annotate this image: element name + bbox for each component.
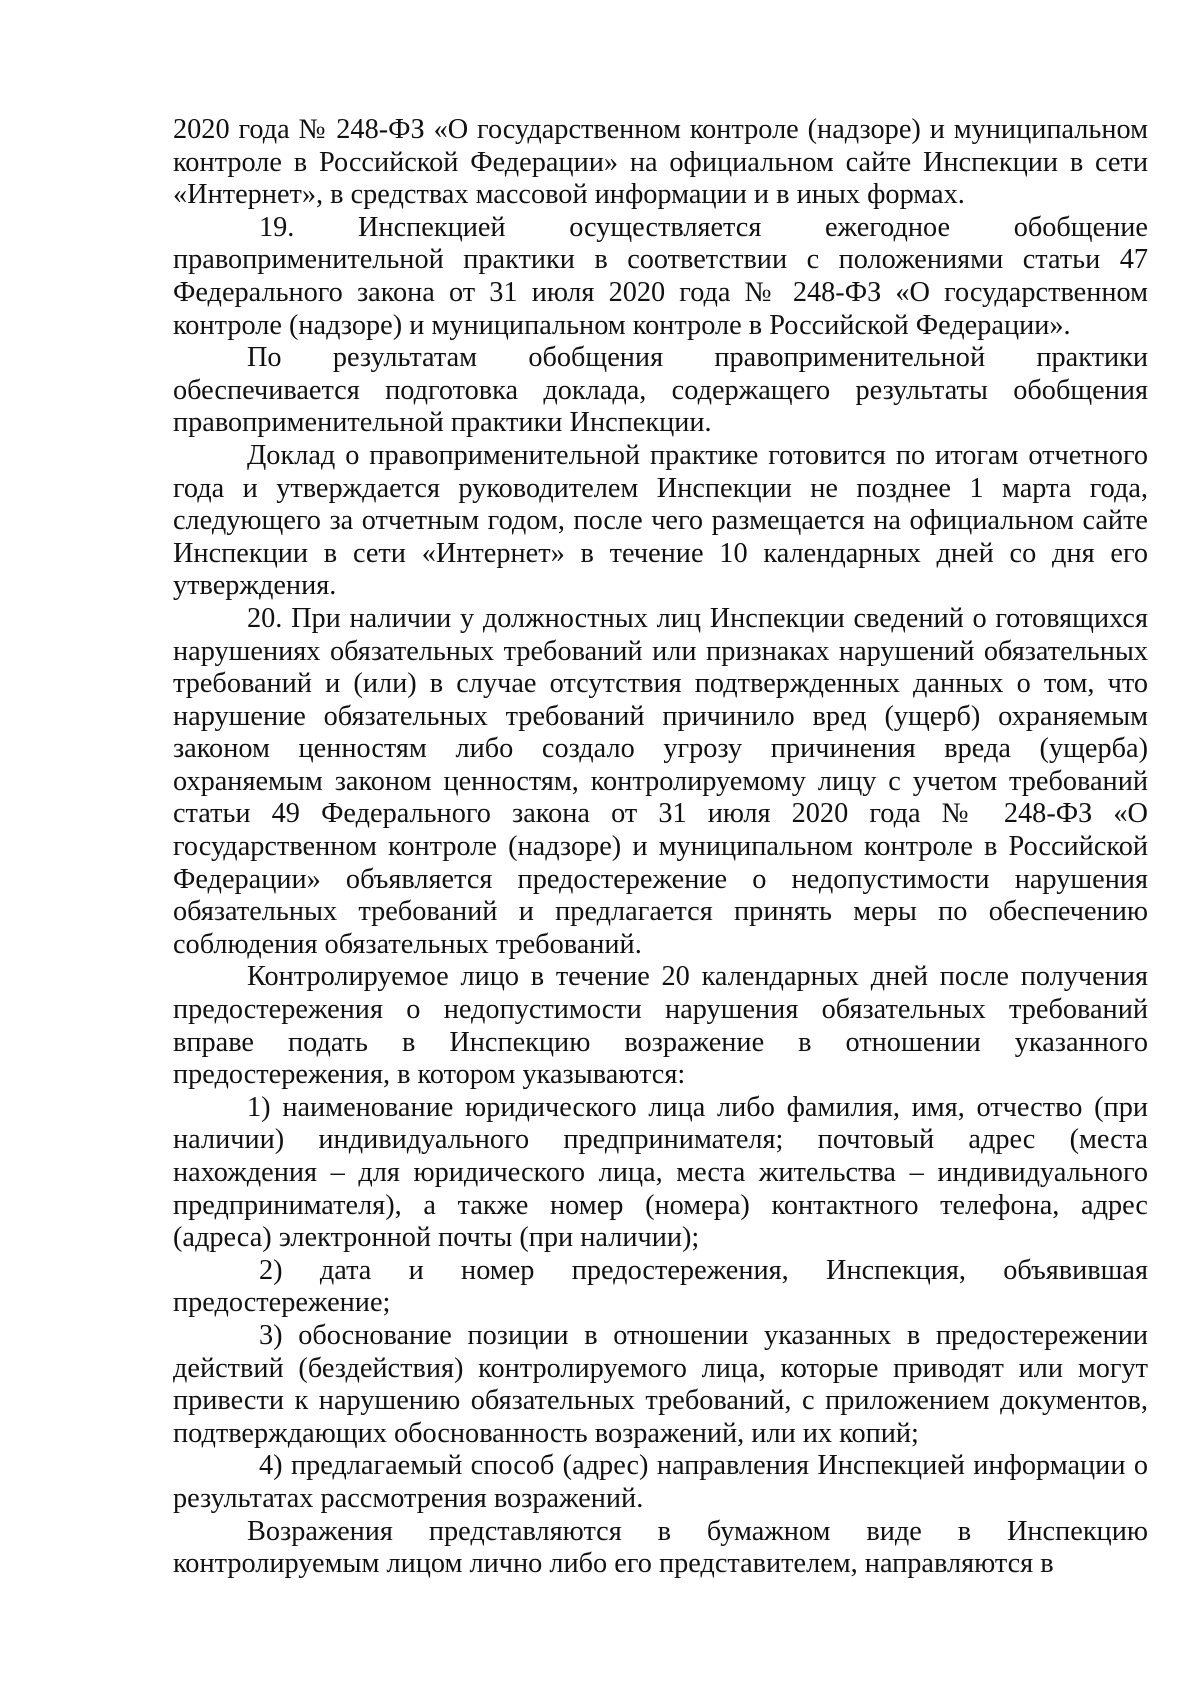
- paragraph-item-20: 20. При наличии у должностных лиц Инспекции сведений о готовящихся нарушениях обязательных требований или признаках нарушений обязательных требований и (или) в случае отсутствия подтвержденных данных о том, что нарушение обязательных требований причинило вред (ущерб) охраняемым законом ценностям либо создало угрозу причинения вреда (ущерба) охраняемым законом ценностям, контролируемому лицу с учетом требований статьи 49 Федерального закона от 31 июля 2020 года № 248-ФЗ «О государственном контроле (надзоре) и муниципальном контроле в Российской Федерации» объявляется предостережение о недопустимости нарушения обязательных требований и предлагается принять меры по обеспечению соблюдения обязательных требований.: [173, 602, 1148, 960]
- paragraph-continuation: 2020 года № 248-ФЗ «О государственном контроле (надзоре) и муниципальном контроле в Российской Федерации» на официальном сайте Инспекции в сети «Интернет», в средствах массовой информации и в иных формах.: [173, 114, 1148, 211]
- list-item-3: 3) обоснование позиции в отношении указанных в предостережении действий (бездействия) контролируемого лица, которые приводят или могут привести к нарушению обязательных требований, с приложением документов, подтверждающих обоснованность возражений, или их копий;: [173, 1319, 1148, 1449]
- list-item-2: 2) дата и номер предостережения, Инспекция, объявившая предостережение;: [173, 1254, 1148, 1319]
- paragraph-objection-right: Контролируемое лицо в течение 20 календарных дней после получения предостережения о недопустимости нарушения обязательных требований вправе подать в Инспекцию возражение в отношении указанного предостережения, в котором указываются:: [173, 961, 1148, 1091]
- paragraph-objection-submission: Возражения представляются в бумажном виде в Инспекцию контролируемым лицом лично либо его представителем, направляются в: [173, 1515, 1148, 1580]
- paragraph-report-approval: Доклад о правоприменительной практике готовится по итогам отчетного года и утверждается руководителем Инспекции не позднее 1 марта года, следующего за отчетным годом, после чего размещается на официальном сайте Инспекции в сети «Интернет» в течение 10 календарных дней со дня его утверждения.: [173, 439, 1148, 602]
- list-item-1: 1) наименование юридического лица либо фамилия, имя, отчество (при наличии) индивидуального предпринимателя; почтовый адрес (места нахождения – для юридического лица, места жительства – индивидуального предпринимателя), а также номер (номера) контактного телефона, адрес (адреса) электронной почты (при наличии);: [173, 1091, 1148, 1254]
- list-item-4: 4) предлагаемый способ (адрес) направления Инспекцией информации о результатах рассмотрения возражений.: [173, 1450, 1148, 1514]
- document-body: [173, 114, 1148, 1581]
- paragraph-generalization-report: По результатам обобщения правоприменительной практики обеспечивается подготовка доклада, содержащего результаты обобщения правоприменительной практики Инспекции.: [173, 342, 1148, 439]
- paragraph-item-19: 19. Инспекцией осуществляется ежегодное обобщение правоприменительной практики в соответствии с положениями статьи 47 Федерального закона от 31 июля 2020 года № 248-ФЗ «О государственном контроле (надзоре) и муниципальном контроле в Российской Федерации».: [173, 211, 1148, 341]
